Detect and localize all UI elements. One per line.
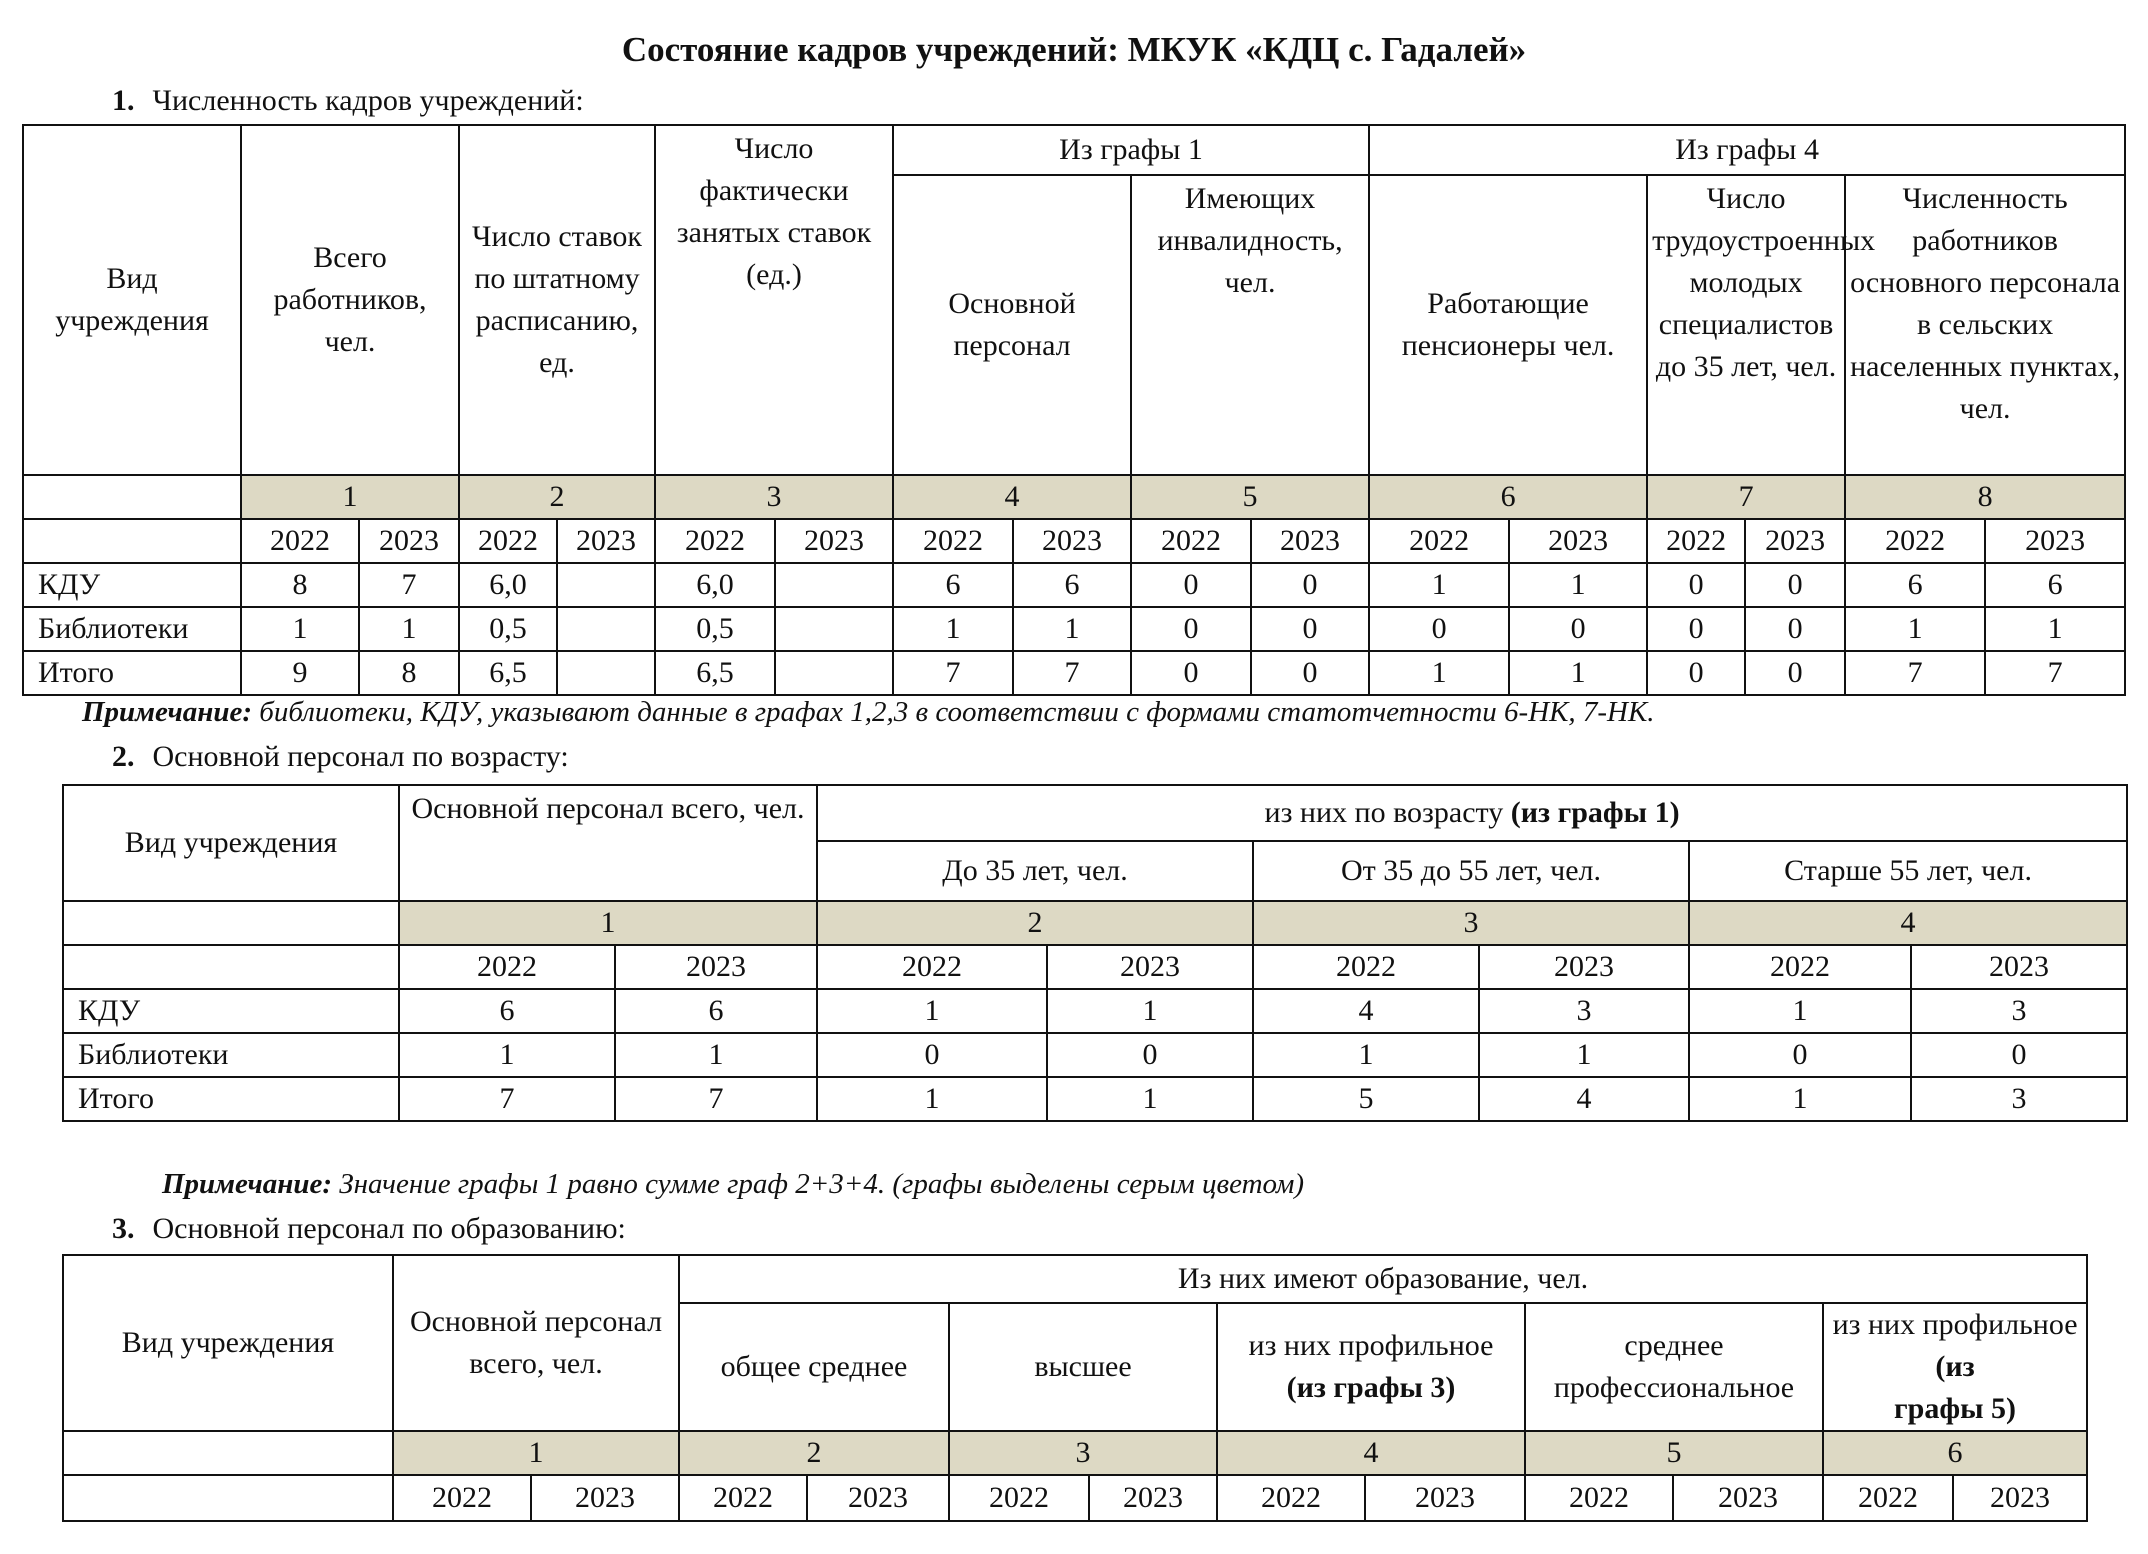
value-cell: 7 bbox=[1845, 651, 1985, 695]
value-cell: 0 bbox=[1689, 1033, 1911, 1077]
row-label: Итого bbox=[23, 651, 241, 695]
value-cell bbox=[557, 651, 655, 695]
header-type: Вид учреждения bbox=[63, 785, 399, 901]
section-1-heading bbox=[112, 84, 584, 118]
year-cell: 2022 bbox=[655, 519, 775, 563]
value-cell: 9 bbox=[241, 651, 359, 695]
note-label: Примечание: bbox=[82, 696, 253, 728]
education-table bbox=[62, 1254, 2088, 1522]
year-cell: 2023 bbox=[1013, 519, 1131, 563]
row-label: Библиотеки bbox=[63, 1033, 399, 1077]
header-general: общее среднее bbox=[679, 1303, 949, 1431]
header-type: Вид учреждения bbox=[23, 125, 241, 475]
row-label: КДУ bbox=[63, 989, 399, 1033]
value-cell: 6,5 bbox=[459, 651, 557, 695]
section-1-heading-text: Численность кадров учреждений: bbox=[152, 84, 584, 117]
value-cell bbox=[775, 651, 893, 695]
year-cell: 2023 bbox=[615, 945, 817, 989]
value-cell bbox=[775, 563, 893, 607]
section-2-heading-text: Основной персонал по возрасту: bbox=[152, 740, 569, 773]
col-number: 6 bbox=[1823, 1431, 2087, 1475]
header-young: Число трудоустроенных молодых специалистов до 35 лет, чел. bbox=[1647, 175, 1845, 475]
value-cell: 7 bbox=[615, 1077, 817, 1121]
year-cell: 2022 bbox=[1369, 519, 1509, 563]
row-label: КДУ bbox=[23, 563, 241, 607]
header-mid: От 35 до 55 лет, чел. bbox=[1253, 841, 1689, 901]
value-cell: 7 bbox=[893, 651, 1013, 695]
col-number: 4 bbox=[1217, 1431, 1525, 1475]
value-cell: 1 bbox=[359, 607, 459, 651]
value-cell: 0 bbox=[1911, 1033, 2127, 1077]
col-number: 6 bbox=[1369, 475, 1647, 519]
value-cell bbox=[557, 563, 655, 607]
year-row bbox=[23, 519, 2125, 563]
table-row bbox=[23, 607, 2125, 651]
header-higher: высшее bbox=[949, 1303, 1217, 1431]
header-main-staff: Основной персонал bbox=[893, 175, 1131, 475]
section-3-number: 3. bbox=[112, 1212, 135, 1245]
value-cell: 1 bbox=[1845, 607, 1985, 651]
value-cell: 1 bbox=[1013, 607, 1131, 651]
header-profile-bold: (из графы 3) bbox=[1286, 1371, 1456, 1404]
header-disabled: Имеющих инвалидность, чел. bbox=[1131, 175, 1369, 475]
value-cell: 1 bbox=[1369, 563, 1509, 607]
col-number: 2 bbox=[459, 475, 655, 519]
year-row bbox=[63, 1475, 2087, 1521]
value-cell: 0 bbox=[1251, 607, 1369, 651]
header-secondary-prof: среднее профессиональное bbox=[1525, 1303, 1823, 1431]
value-cell: 0 bbox=[1647, 563, 1745, 607]
year-cell: 2023 bbox=[1509, 519, 1647, 563]
col-number: 4 bbox=[893, 475, 1131, 519]
value-cell: 1 bbox=[893, 607, 1013, 651]
value-cell: 6,0 bbox=[459, 563, 557, 607]
year-cell: 2022 bbox=[1525, 1475, 1673, 1521]
section-3-heading-text: Основной персонал по образованию: bbox=[152, 1212, 626, 1245]
blank-cell bbox=[23, 475, 241, 519]
year-cell: 2022 bbox=[817, 945, 1047, 989]
value-cell: 1 bbox=[817, 989, 1047, 1033]
header-total: Основной персонал всего, чел. bbox=[399, 785, 817, 901]
header-profile2 bbox=[1823, 1303, 2087, 1431]
note-text: библиотеки, КДУ, указывают данные в графах 1,2,3 в соответствии с формами статотчетности 6-НК, 7-НК. bbox=[259, 696, 1655, 728]
header-by-age bbox=[817, 785, 2127, 841]
blank-cell bbox=[23, 519, 241, 563]
year-cell: 2022 bbox=[393, 1475, 531, 1521]
page-title: Состояние кадров учреждений: МКУК «КДЦ с. Гадалей» bbox=[621, 30, 1527, 69]
header-over55: Старше 55 лет, чел. bbox=[1689, 841, 2127, 901]
value-cell: 0 bbox=[1745, 651, 1845, 695]
year-cell: 2022 bbox=[679, 1475, 807, 1521]
value-cell: 6 bbox=[615, 989, 817, 1033]
header-type: Вид учреждения bbox=[63, 1255, 393, 1431]
section-2-note bbox=[162, 1168, 1304, 1201]
value-cell: 1 bbox=[817, 1077, 1047, 1121]
year-cell: 2022 bbox=[459, 519, 557, 563]
value-cell: 6,0 bbox=[655, 563, 775, 607]
value-cell: 0 bbox=[1745, 563, 1845, 607]
year-cell: 2022 bbox=[1689, 945, 1911, 989]
header-profile2-prefix: из них профильное bbox=[1832, 1308, 2078, 1341]
value-cell: 3 bbox=[1479, 989, 1689, 1033]
value-cell: 0 bbox=[817, 1033, 1047, 1077]
value-cell: 8 bbox=[359, 651, 459, 695]
section-1-note bbox=[82, 696, 1655, 729]
value-cell: 0 bbox=[1131, 607, 1251, 651]
col-number: 3 bbox=[949, 1431, 1217, 1475]
value-cell: 6 bbox=[1845, 563, 1985, 607]
value-cell: 4 bbox=[1253, 989, 1479, 1033]
value-cell: 7 bbox=[1985, 651, 2125, 695]
row-label: Библиотеки bbox=[23, 607, 241, 651]
staff-count-table bbox=[22, 124, 2126, 696]
value-cell: 6 bbox=[893, 563, 1013, 607]
value-cell: 1 bbox=[1253, 1033, 1479, 1077]
value-cell: 1 bbox=[1479, 1033, 1689, 1077]
col-number: 1 bbox=[399, 901, 817, 945]
value-cell: 0 bbox=[1251, 563, 1369, 607]
header-by-age-prefix: из них по возрасту bbox=[1264, 796, 1504, 829]
section-2-number: 2. bbox=[112, 740, 135, 773]
year-cell: 2022 bbox=[1217, 1475, 1365, 1521]
age-table bbox=[62, 784, 2128, 1122]
header-profile2-bold-b: графы 5) bbox=[1894, 1392, 2017, 1425]
year-cell: 2023 bbox=[1911, 945, 2127, 989]
value-cell: 8 bbox=[241, 563, 359, 607]
year-cell: 2023 bbox=[557, 519, 655, 563]
year-cell: 2023 bbox=[359, 519, 459, 563]
year-row bbox=[63, 945, 2127, 989]
value-cell: 0 bbox=[1647, 651, 1745, 695]
table-row bbox=[23, 651, 2125, 695]
header-from-col4: Из графы 4 bbox=[1369, 125, 2125, 175]
value-cell bbox=[775, 607, 893, 651]
value-cell: 1 bbox=[1047, 989, 1253, 1033]
value-cell: 0 bbox=[1745, 607, 1845, 651]
value-cell: 3 bbox=[1911, 1077, 2127, 1121]
year-cell: 2022 bbox=[893, 519, 1013, 563]
table-row bbox=[23, 563, 2125, 607]
year-cell: 2022 bbox=[949, 1475, 1089, 1521]
value-cell: 1 bbox=[1985, 607, 2125, 651]
year-cell: 2023 bbox=[1365, 1475, 1525, 1521]
header-pensioners: Работающие пенсионеры чел. bbox=[1369, 175, 1647, 475]
section-2-heading bbox=[112, 740, 569, 774]
value-cell: 1 bbox=[1689, 989, 1911, 1033]
col-number: 1 bbox=[241, 475, 459, 519]
value-cell: 1 bbox=[1369, 651, 1509, 695]
col-number: 5 bbox=[1131, 475, 1369, 519]
header-education: Из них имеют образование, чел. bbox=[679, 1255, 2087, 1303]
value-cell: 1 bbox=[1047, 1077, 1253, 1121]
year-cell: 2023 bbox=[1251, 519, 1369, 563]
value-cell: 0,5 bbox=[459, 607, 557, 651]
value-cell: 1 bbox=[241, 607, 359, 651]
header-total: Основной персонал всего, чел. bbox=[393, 1255, 679, 1431]
value-cell: 0 bbox=[1251, 651, 1369, 695]
year-cell: 2022 bbox=[1253, 945, 1479, 989]
row-label: Итого bbox=[63, 1077, 399, 1121]
col-number: 5 bbox=[1525, 1431, 1823, 1475]
value-cell: 0 bbox=[1369, 607, 1509, 651]
header-profile bbox=[1217, 1303, 1525, 1431]
col-number: 3 bbox=[655, 475, 893, 519]
header-profile-prefix: из них профильное bbox=[1248, 1329, 1494, 1362]
value-cell: 7 bbox=[399, 1077, 615, 1121]
year-cell: 2022 bbox=[399, 945, 615, 989]
value-cell: 0 bbox=[1647, 607, 1745, 651]
year-cell: 2023 bbox=[807, 1475, 949, 1521]
col-number: 1 bbox=[393, 1431, 679, 1475]
col-number: 4 bbox=[1689, 901, 2127, 945]
value-cell: 1 bbox=[615, 1033, 817, 1077]
year-cell: 2023 bbox=[1673, 1475, 1823, 1521]
value-cell: 1 bbox=[1689, 1077, 1911, 1121]
header-rates: Число ставок по штатному расписанию, ед. bbox=[459, 125, 655, 475]
header-from-col1: Из графы 1 bbox=[893, 125, 1369, 175]
value-cell: 7 bbox=[359, 563, 459, 607]
section-1-number: 1. bbox=[112, 84, 135, 117]
year-cell: 2022 bbox=[241, 519, 359, 563]
section-3-heading bbox=[112, 1212, 626, 1246]
year-cell: 2023 bbox=[531, 1475, 679, 1521]
year-cell: 2023 bbox=[1089, 1475, 1217, 1521]
value-cell: 0,5 bbox=[655, 607, 775, 651]
value-cell: 3 bbox=[1911, 989, 2127, 1033]
year-cell: 2023 bbox=[1479, 945, 1689, 989]
value-cell bbox=[557, 607, 655, 651]
value-cell: 1 bbox=[1509, 563, 1647, 607]
col-number: 2 bbox=[679, 1431, 949, 1475]
year-cell: 2022 bbox=[1823, 1475, 1953, 1521]
col-number: 7 bbox=[1647, 475, 1845, 519]
value-cell: 0 bbox=[1509, 607, 1647, 651]
value-cell: 0 bbox=[1131, 563, 1251, 607]
value-cell: 4 bbox=[1479, 1077, 1689, 1121]
col-number: 3 bbox=[1253, 901, 1689, 945]
blank-cell bbox=[63, 1475, 393, 1521]
header-rural: Численность работников основного персонала в сельских населенных пунктах, чел. bbox=[1845, 175, 2125, 475]
year-cell: 2023 bbox=[1953, 1475, 2087, 1521]
header-total: Всего работников, чел. bbox=[241, 125, 459, 475]
value-cell: 6 bbox=[1985, 563, 2125, 607]
value-cell: 6,5 bbox=[655, 651, 775, 695]
value-cell: 0 bbox=[1131, 651, 1251, 695]
col-number: 2 bbox=[817, 901, 1253, 945]
header-under35: До 35 лет, чел. bbox=[817, 841, 1253, 901]
blank-cell bbox=[63, 945, 399, 989]
value-cell: 7 bbox=[1013, 651, 1131, 695]
header-by-age-bold: (из графы 1) bbox=[1510, 796, 1680, 829]
note-text: Значение графы 1 равно сумме граф 2+3+4. (графы выделены серым цветом) bbox=[339, 1168, 1305, 1200]
col-number: 8 bbox=[1845, 475, 2125, 519]
year-cell: 2023 bbox=[1047, 945, 1253, 989]
blank-cell bbox=[63, 1431, 393, 1475]
header-profile2-bold-a: (из bbox=[1935, 1350, 1975, 1383]
year-cell: 2022 bbox=[1845, 519, 1985, 563]
table-row bbox=[63, 1077, 2127, 1121]
table-row bbox=[63, 989, 2127, 1033]
value-cell: 1 bbox=[399, 1033, 615, 1077]
year-cell: 2023 bbox=[1745, 519, 1845, 563]
value-cell: 5 bbox=[1253, 1077, 1479, 1121]
year-cell: 2023 bbox=[1985, 519, 2125, 563]
year-cell: 2022 bbox=[1647, 519, 1745, 563]
year-cell: 2022 bbox=[1131, 519, 1251, 563]
value-cell: 0 bbox=[1047, 1033, 1253, 1077]
note-label: Примечание: bbox=[162, 1168, 333, 1200]
header-actual: Число фактически занятых ставок (ед.) bbox=[655, 125, 893, 475]
value-cell: 6 bbox=[1013, 563, 1131, 607]
value-cell: 1 bbox=[1509, 651, 1647, 695]
blank-cell bbox=[63, 901, 399, 945]
table-row bbox=[63, 1033, 2127, 1077]
value-cell: 6 bbox=[399, 989, 615, 1033]
year-cell: 2023 bbox=[775, 519, 893, 563]
